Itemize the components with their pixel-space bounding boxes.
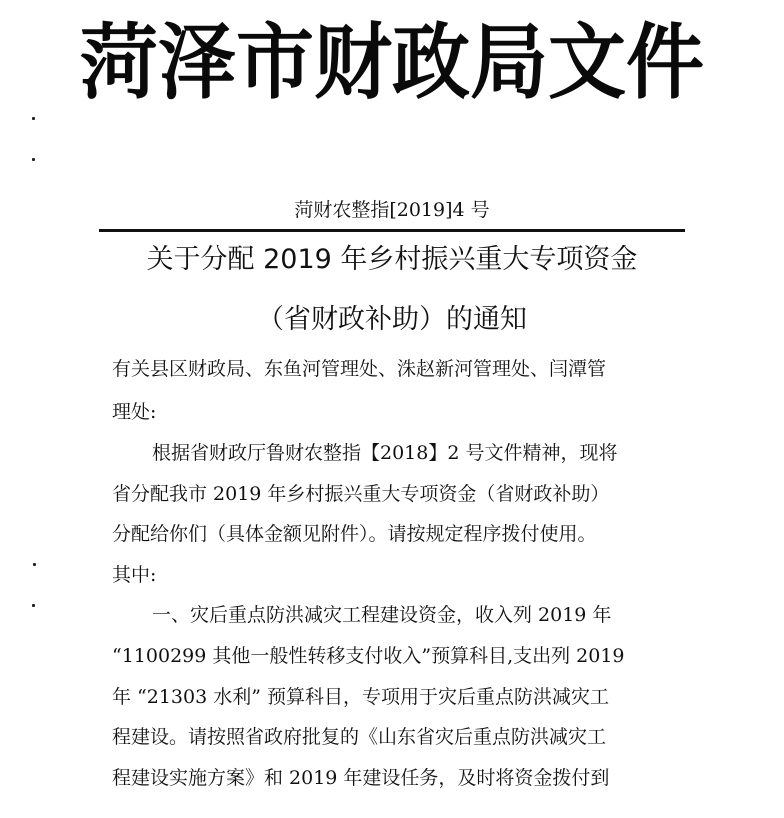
- issuer-header-title: 菏泽市财政局文件: [79, 14, 704, 111]
- scan-speck: [33, 563, 36, 566]
- paragraph-2-line-4: 程建设。请按照省政府批复的《山东省灾后重点防洪减灾工: [112, 726, 607, 748]
- salutation-line-1: 有关县区财政局、东鱼河管理处、洙赵新河管理处、闫潭管: [112, 358, 607, 380]
- notice-title-line-1: 关于分配 2019 年乡村振兴重大专项资金: [146, 244, 638, 275]
- scan-speck: [32, 604, 35, 607]
- notice-title-line-2: （省财政补助）的通知: [257, 304, 527, 335]
- paragraph-2-line-3: 年 “21303 水利” 预算科目，专项用于灾后重点防洪减灾工: [112, 686, 609, 708]
- paragraph-2-line-1: 一、灾后重点防洪减灾工程建设资金，收入列 2019 年: [152, 604, 612, 626]
- paragraph-2-line-2: “1100299 其他一般性转移支付收入”预算科目,支出列 2019: [112, 645, 625, 667]
- paragraph-2-line-5: 程建设实施方案》和 2019 年建设任务，及时将资金拨付到: [112, 767, 610, 789]
- scan-speck: [32, 158, 35, 161]
- paragraph-1-line-2: 省分配我市 2019 年乡村振兴重大专项资金（省财政补助）: [112, 483, 610, 505]
- paragraph-1-line-3: 分配给你们（具体金额见附件）。请按规定程序拨付使用。: [112, 523, 597, 545]
- paragraph-1-line-4: 其中:: [112, 564, 157, 586]
- salutation-line-2: 理处:: [112, 401, 157, 423]
- paragraph-1-line-1: 根据省财政厅鲁财农整指【2018】2 号文件精神，现将: [152, 442, 618, 464]
- header-divider-rule: [99, 229, 685, 232]
- document-number: 菏财农整指[2019]4 号: [294, 199, 490, 221]
- scan-speck: [32, 117, 35, 120]
